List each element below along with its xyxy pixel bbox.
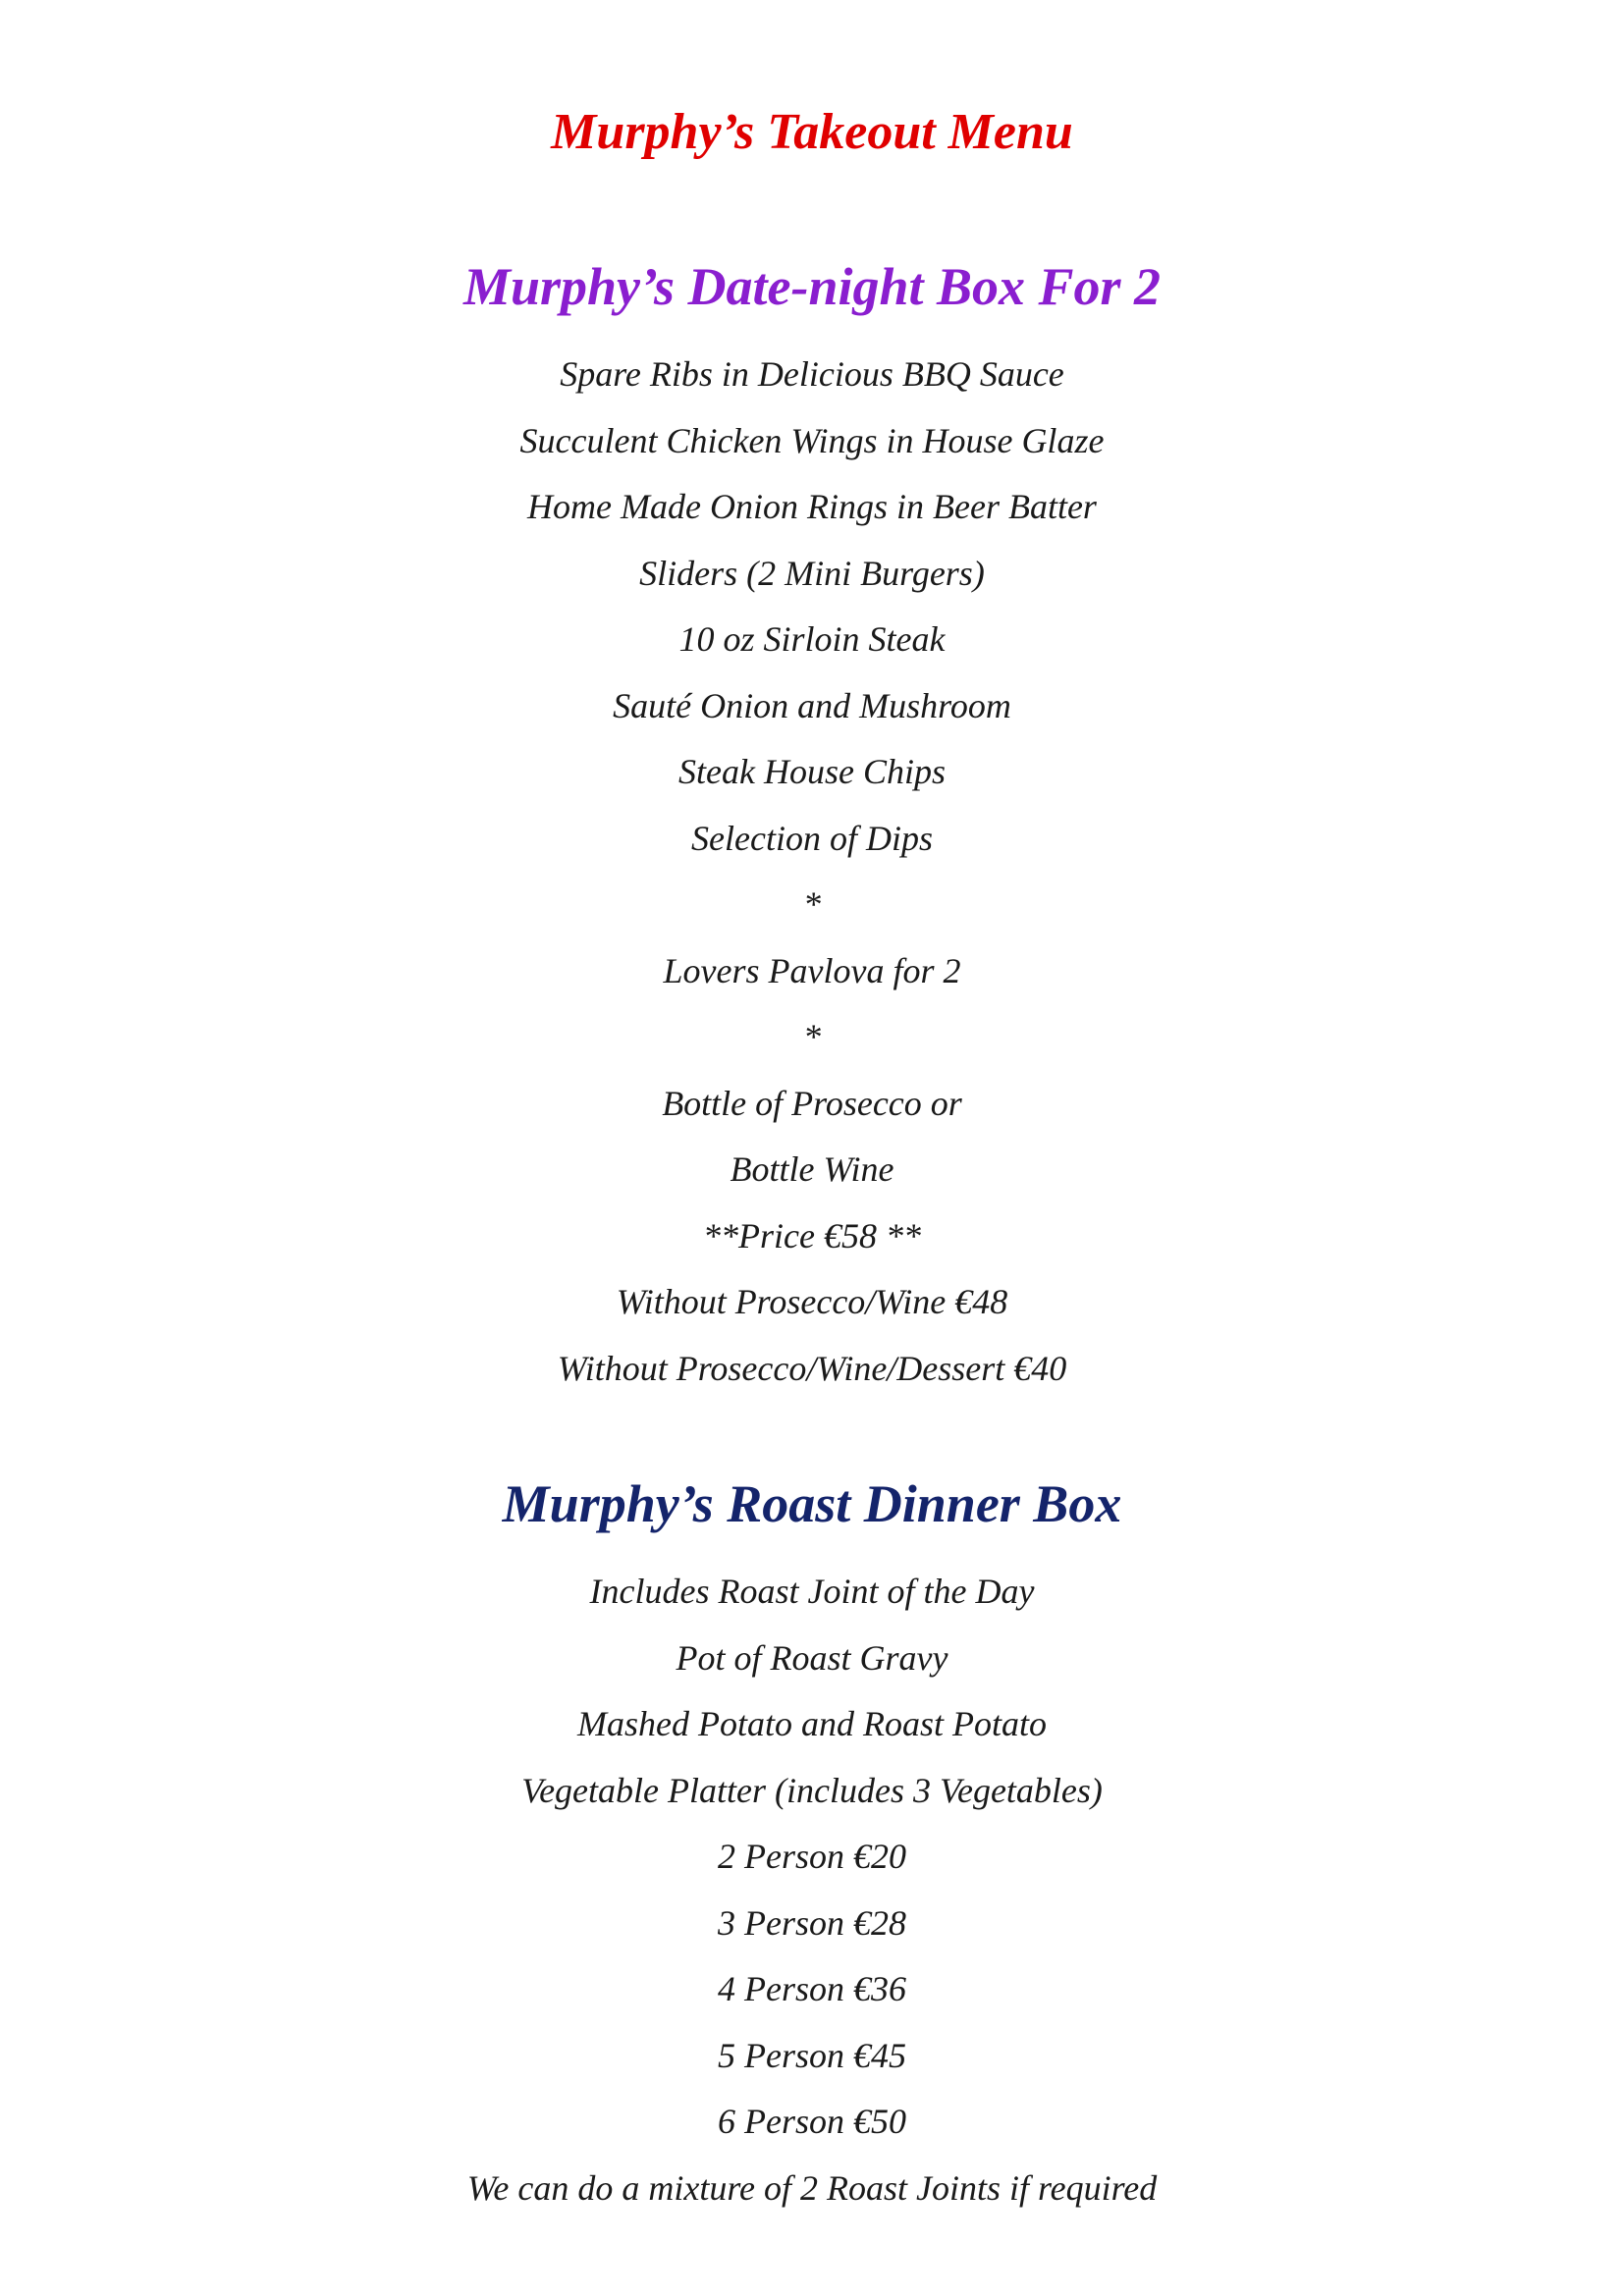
menu-item: Spare Ribs in Delicious BBQ Sauce: [560, 354, 1064, 394]
price-line: 6 Person €50: [718, 2102, 906, 2141]
price-line: 5 Person €45: [718, 2035, 906, 2075]
menu-title: Murphy’s Takeout Menu: [551, 104, 1073, 160]
menu-item: Lovers Pavlova for 2: [663, 950, 961, 990]
note-line: We can do a mixture of 2 Roast Joints if required: [466, 2167, 1158, 2208]
menu-item: Sliders (2 Mini Burgers): [639, 553, 985, 593]
price-line: 3 Person €28: [718, 1902, 906, 1943]
menu-item: Steak House Chips: [678, 752, 946, 791]
menu-item: Bottle Wine: [730, 1149, 894, 1189]
price-line: Without Prosecco/Wine/Dessert €40: [557, 1348, 1067, 1388]
menu-item: Includes Roast Joint of the Day: [589, 1572, 1035, 1611]
price-line: Without Prosecco/Wine €48: [616, 1282, 1008, 1321]
roast-dinner-box-heading: Murphy’s Roast Dinner Box: [502, 1474, 1122, 1533]
separator-asterisk: *: [803, 1017, 821, 1056]
menu-item: 10 oz Sirloin Steak: [678, 619, 946, 659]
price-line: **Price €58 **: [703, 1215, 921, 1255]
menu-item: Mashed Potato and Roast Potato: [577, 1704, 1047, 1743]
roast-dinner-box-items: [0, 1559, 1624, 2221]
menu-item: Selection of Dips: [691, 818, 933, 858]
menu-item: Home Made Onion Rings in Beer Batter: [527, 487, 1097, 526]
price-line: 4 Person €36: [718, 1969, 906, 2008]
menu-item: Bottle of Prosecco or: [662, 1083, 962, 1123]
date-night-box-heading: Murphy’s Date-night Box For 2: [462, 257, 1162, 316]
date-night-box-items: [0, 342, 1624, 1402]
price-line: 2 Person €20: [718, 1837, 906, 1876]
menu-item: Succulent Chicken Wings in House Glaze: [519, 420, 1105, 460]
menu-item: Sauté Onion and Mushroom: [613, 685, 1011, 725]
menu-item: Vegetable Platter (includes 3 Vegetables): [521, 1770, 1103, 1810]
menu-item: Pot of Roast Gravy: [676, 1637, 948, 1678]
separator-asterisk: *: [803, 884, 821, 924]
